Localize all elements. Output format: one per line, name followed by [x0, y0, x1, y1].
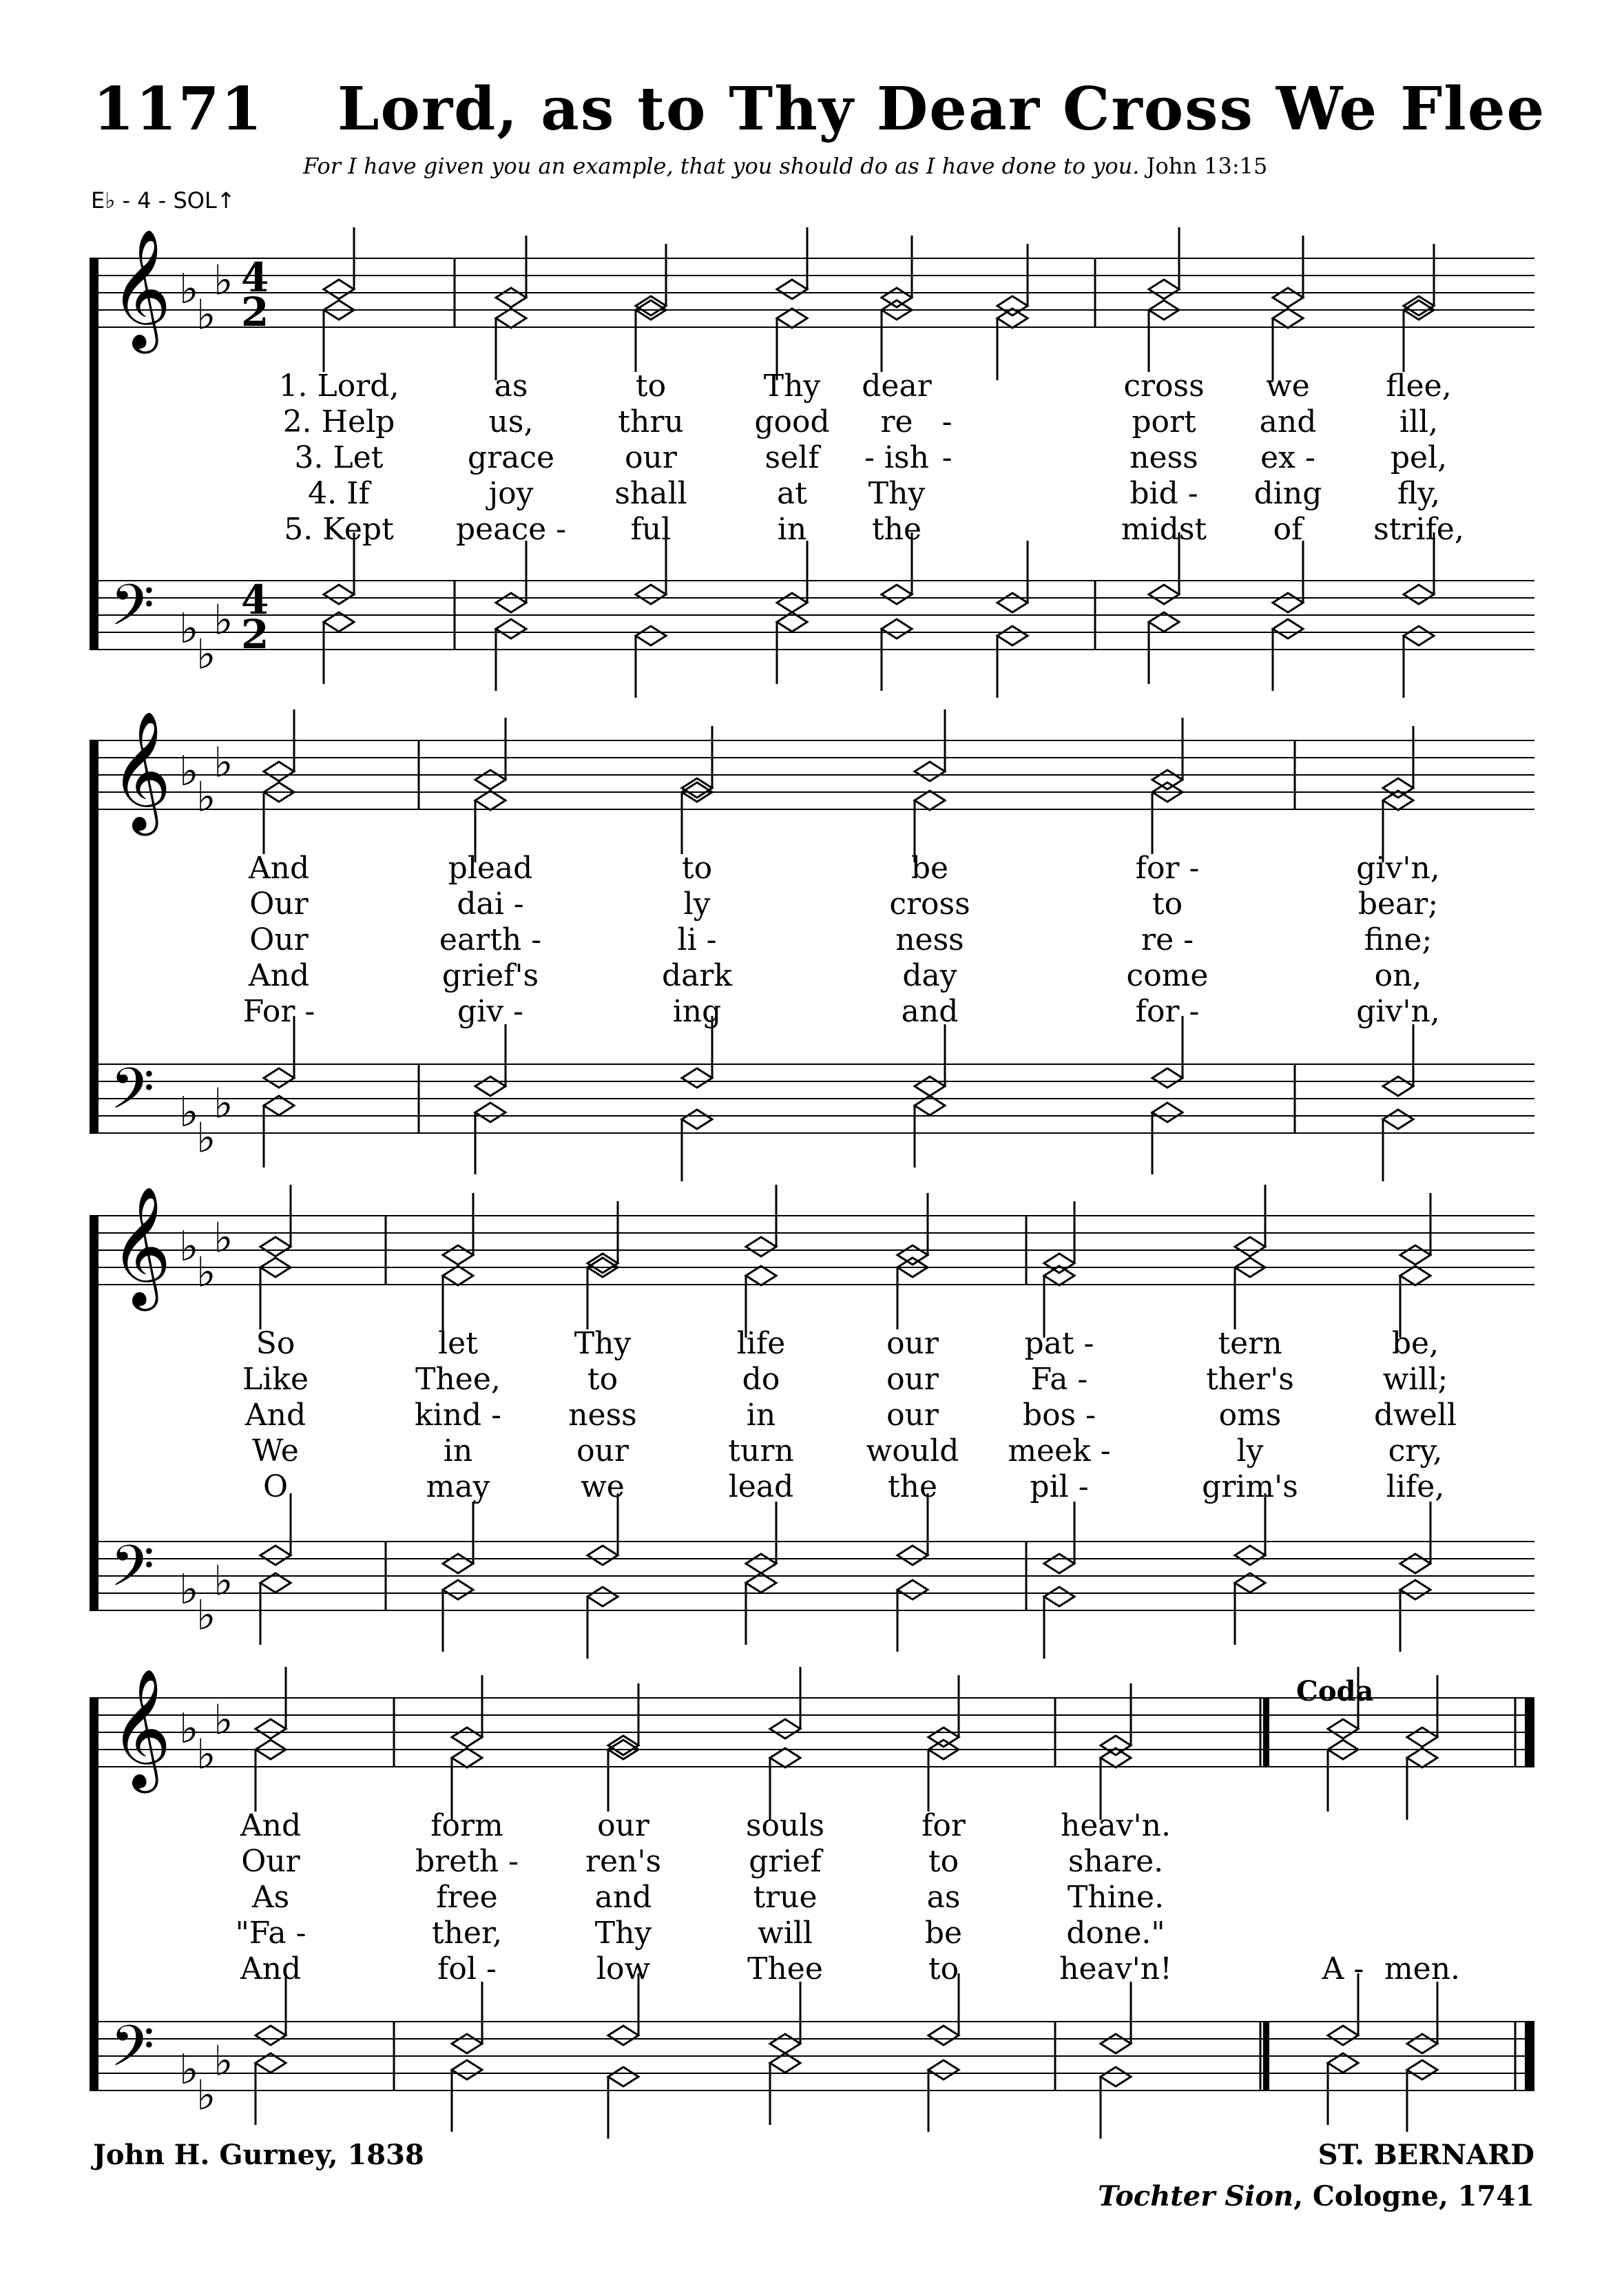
lyric-syllable: as — [494, 369, 528, 404]
treble-clef-icon: 𝄞 — [110, 1186, 171, 1306]
lyric-syllable: will; — [1382, 1362, 1448, 1397]
note-head — [452, 1727, 482, 1747]
treble-clef-icon: 𝄞 — [110, 1668, 171, 1788]
lyric-syllable: giv - — [457, 994, 523, 1029]
flat-icon: ♭ — [196, 291, 216, 340]
flat-icon: ♭ — [196, 1114, 216, 1163]
lyric-syllable: peace - — [456, 512, 566, 547]
lyric-syllable: the — [887, 1469, 938, 1504]
flat-icon: ♭ — [214, 596, 233, 645]
lyric-syllable: bos - — [1022, 1398, 1096, 1433]
note-head — [496, 309, 526, 328]
lyric-syllable: flee, — [1386, 369, 1452, 404]
lyric-syllable: li - — [677, 922, 717, 957]
lyric-syllable: ly — [1236, 1433, 1264, 1469]
note-head — [1149, 585, 1179, 604]
note-head — [897, 1245, 928, 1265]
note-head — [1149, 280, 1179, 299]
lyric-syllable: our — [886, 1362, 939, 1397]
lyric-syllable: A - — [1322, 1951, 1364, 1986]
key-signature-info: E♭ - 4 - SOL↑ — [91, 187, 236, 214]
lyric-syllable: fly, — [1397, 476, 1441, 511]
note-head — [746, 1237, 776, 1256]
system-bracket — [90, 258, 98, 650]
lyric-syllable: Thee, — [415, 1362, 501, 1397]
note-head — [897, 1580, 928, 1599]
note-head — [1101, 1748, 1131, 1767]
double-barline — [1263, 2022, 1269, 2090]
lyric-syllable: ther's — [1206, 1362, 1294, 1397]
lyric-syllable: grace — [467, 440, 555, 475]
lyrics — [236, 369, 1464, 1986]
lyric-syllable: at — [777, 476, 807, 511]
lyric-syllable: ill, — [1399, 404, 1439, 439]
note-head — [746, 1266, 776, 1285]
system-bracket — [90, 740, 98, 1133]
lyric-syllable: be — [924, 1916, 963, 1951]
lyric-syllable: for — [922, 1808, 966, 1843]
note-head — [997, 626, 1028, 645]
note-head — [1328, 2026, 1358, 2045]
note-head — [496, 593, 526, 612]
note-head — [1400, 1266, 1430, 1285]
lyric-syllable: let — [438, 1326, 478, 1361]
note-head — [746, 1554, 776, 1573]
note-head — [1235, 1546, 1265, 1565]
lyric-syllable: heav'n. — [1061, 1808, 1171, 1843]
lyric-syllable: may — [426, 1469, 490, 1504]
hymn-title: Lord, as to Thy Dear Cross We Flee — [337, 74, 1546, 144]
lyric-syllable: Thy — [868, 476, 926, 511]
lyric-syllable: Thy — [594, 1916, 652, 1951]
lyric-syllable: we — [581, 1469, 625, 1504]
flat-icon: ♭ — [179, 1223, 199, 1271]
author-credit: John H. Gurney, 1838 — [93, 2139, 424, 2171]
lyric-syllable: grief — [749, 1844, 822, 1879]
lyric-syllable: ex - — [1260, 440, 1315, 475]
time-signature: 4 — [241, 254, 269, 301]
note-head — [443, 1580, 473, 1599]
system-bracket — [90, 1698, 98, 2090]
scripture-quote: For I have given you an example, that you should do as I have done to you. — [303, 153, 1140, 179]
note-head — [1328, 1719, 1358, 1739]
lyric-syllable: kind - — [414, 1398, 502, 1433]
flat-icon: ♭ — [214, 1557, 233, 1606]
note-head — [475, 770, 506, 789]
flat-icon: ♭ — [179, 747, 199, 796]
time-signature: 2 — [241, 289, 269, 335]
note-head — [1273, 309, 1303, 328]
note-head — [1404, 626, 1434, 645]
bass-clef-icon: 𝄢 — [110, 572, 155, 652]
note-head — [1152, 1103, 1183, 1122]
lyric-syllable: Like — [242, 1362, 309, 1397]
lyric-syllable: bid - — [1129, 476, 1198, 511]
note-head — [997, 593, 1028, 612]
note-head — [475, 1103, 506, 1122]
note-head — [496, 619, 526, 639]
note-head — [636, 585, 666, 604]
lyric-syllable: joy — [488, 476, 534, 511]
lyric-syllable: lead — [728, 1469, 794, 1504]
lyric-syllable: to — [928, 1844, 959, 1879]
lyric-syllable: form — [430, 1808, 503, 1843]
time-signature: 4 — [241, 577, 269, 623]
lyric-syllable: bear; — [1357, 886, 1439, 922]
lyric-syllable: share. — [1068, 1844, 1164, 1879]
lyric-syllable: giv'n, — [1356, 994, 1440, 1029]
note-head — [324, 280, 354, 299]
note-head — [997, 309, 1028, 328]
note-head — [915, 791, 945, 810]
lyric-syllable: to — [1152, 886, 1183, 922]
lyric-syllable: on, — [1374, 958, 1422, 993]
note-head — [1152, 1068, 1183, 1088]
lyric-syllable: grief's — [441, 958, 539, 993]
lyric-syllable: in — [443, 1433, 473, 1469]
note-head — [443, 1266, 473, 1285]
note-head — [1407, 1748, 1437, 1767]
lyric-syllable: And — [240, 1808, 302, 1843]
note-head — [475, 791, 506, 810]
flat-icon: ♭ — [214, 2037, 233, 2086]
lyric-syllable: life — [736, 1326, 786, 1361]
note-head — [443, 1554, 473, 1573]
lyric-syllable: low — [596, 1951, 651, 1986]
lyric-syllable: dear — [862, 369, 932, 404]
flat-icon: ♭ — [196, 1730, 216, 1779]
lyric-syllable: our — [886, 1326, 939, 1361]
lyric-syllable: in — [777, 512, 807, 547]
lyric-syllable: O — [262, 1469, 289, 1504]
flat-icon: ♭ — [214, 1079, 233, 1128]
lyric-syllable: our — [576, 1433, 629, 1469]
note-head — [770, 1748, 800, 1767]
tune-source — [1098, 2180, 1534, 2212]
lyric-syllable: fine; — [1364, 922, 1433, 957]
note-head — [324, 585, 354, 604]
note-head — [1407, 2060, 1437, 2079]
lyric-syllable: of — [1273, 512, 1303, 547]
bass-clef-icon: 𝄢 — [110, 1533, 155, 1613]
note-head — [1044, 1266, 1074, 1285]
lyric-syllable: 1. Lord, — [278, 369, 399, 404]
note-head — [1383, 791, 1413, 810]
tune-source-detail: , Cologne, 1741 — [1293, 2180, 1534, 2212]
lyric-syllable: life, — [1386, 1469, 1445, 1504]
lyric-syllable: port — [1132, 404, 1196, 439]
lyric-syllable: - — [941, 404, 952, 439]
note-head — [443, 1245, 473, 1265]
note-head — [915, 1077, 945, 1096]
note-head — [882, 288, 912, 307]
lyric-syllable: ness — [895, 922, 964, 957]
lyric-syllable: thru — [618, 404, 684, 439]
lyric-syllable: for - — [1135, 851, 1200, 886]
note-head — [882, 619, 912, 639]
lyric-syllable: ness — [1129, 440, 1198, 475]
lyric-syllable: ther, — [431, 1916, 503, 1951]
note-head — [608, 2026, 638, 2045]
lyric-syllable: As — [251, 1880, 290, 1915]
note-head — [1101, 2034, 1131, 2053]
lyric-syllable: turn — [728, 1433, 794, 1469]
lyric-syllable: cross — [1123, 369, 1205, 404]
lyric-syllable: For - — [242, 994, 315, 1029]
note-head — [928, 1727, 959, 1747]
lyric-syllable: to — [587, 1362, 618, 1397]
lyric-syllable: the — [871, 512, 922, 547]
lyric-syllable: our — [597, 1808, 649, 1843]
lyric-syllable: for - — [1135, 994, 1200, 1029]
note-head — [682, 1110, 712, 1129]
flat-icon: ♭ — [179, 2046, 199, 2094]
note-head — [475, 1077, 506, 1096]
system-bracket — [90, 1216, 98, 1610]
final-barline-thick — [1525, 1698, 1534, 1767]
flat-icon: ♭ — [214, 1696, 233, 1745]
lyric-syllable: Our — [241, 1844, 300, 1879]
lyric-syllable: dai - — [457, 886, 524, 922]
lyric-syllable: Thine. — [1067, 1880, 1165, 1915]
note-head — [264, 762, 294, 781]
lyric-syllable: in — [746, 1398, 776, 1433]
lyric-syllable: do — [742, 1362, 780, 1397]
lyric-syllable: be, — [1391, 1326, 1439, 1361]
lyric-syllable: "Fa - — [235, 1916, 306, 1951]
note-head — [1407, 1727, 1437, 1747]
flat-icon: ♭ — [214, 1214, 233, 1263]
note-head — [1152, 770, 1183, 789]
lyric-syllable: ing — [672, 994, 722, 1029]
final-barline-thick — [1525, 2022, 1534, 2090]
lyric-syllable: pel, — [1390, 440, 1448, 475]
bass-clef-icon: 𝄢 — [110, 2013, 155, 2093]
note-head — [1400, 1580, 1430, 1599]
lyric-syllable: ly — [683, 886, 711, 922]
lyric-syllable: 3. Let — [294, 440, 384, 475]
lyric-syllable: Thee — [747, 1951, 823, 1986]
flat-icon: ♭ — [196, 2071, 216, 2120]
lyric-syllable: Thy — [574, 1326, 632, 1361]
flat-icon: ♭ — [196, 1248, 216, 1297]
lyric-syllable: 2. Help — [282, 404, 395, 439]
note-head — [608, 2067, 638, 2086]
treble-clef-icon: 𝄞 — [110, 229, 171, 349]
lyric-syllable: day — [902, 958, 957, 993]
lyric-syllable: And — [248, 851, 310, 886]
lyric-syllable: our — [886, 1398, 939, 1433]
lyric-syllable: and — [1259, 404, 1317, 439]
coda-label: Coda — [1296, 1675, 1374, 1708]
note-head — [452, 2060, 482, 2079]
lyric-syllable: and — [594, 1880, 652, 1915]
note-head — [264, 1068, 294, 1088]
lyric-syllable: come — [1126, 958, 1209, 993]
lyric-syllable: ding — [1253, 476, 1322, 511]
lyric-syllable: tern — [1218, 1326, 1282, 1361]
note-head — [587, 1587, 618, 1606]
note-head — [1400, 1245, 1430, 1265]
treble-clef-icon: 𝄞 — [110, 711, 171, 831]
lyric-syllable: ness — [568, 1398, 637, 1433]
lyric-syllable: us, — [488, 404, 534, 439]
lyric-syllable: shall — [614, 476, 687, 511]
note-head — [1044, 1587, 1074, 1606]
lyric-syllable: meek - — [1008, 1433, 1111, 1469]
lyric-syllable: grim's — [1202, 1469, 1298, 1504]
lyric-syllable: Our — [249, 886, 309, 922]
lyric-syllable: re - — [1141, 922, 1194, 957]
note-head — [897, 1546, 928, 1565]
lyric-syllable: dark — [661, 958, 733, 993]
lyric-syllable: midst — [1121, 512, 1207, 547]
note-head — [1101, 2067, 1131, 2086]
note-head — [260, 1546, 291, 1565]
lyric-syllable: 5. Kept — [284, 512, 394, 547]
flat-icon: ♭ — [179, 265, 199, 313]
lyric-syllable: We — [252, 1433, 299, 1469]
note-head — [1044, 1254, 1074, 1273]
lyric-syllable: we — [1266, 369, 1310, 404]
tune-source-title: Tochter Sion — [1098, 2180, 1294, 2212]
note-head — [256, 2026, 286, 2045]
lyric-syllable: Fa - — [1030, 1362, 1088, 1397]
lyric-syllable: our — [625, 440, 677, 475]
note-head — [1044, 1554, 1074, 1573]
lyric-syllable: And — [248, 958, 310, 993]
note-head — [997, 296, 1028, 315]
lyric-syllable: true — [753, 1880, 818, 1915]
note-head — [1383, 1077, 1413, 1096]
note-head — [682, 1068, 712, 1088]
lyric-syllable: and — [901, 994, 959, 1029]
lyric-syllable: - ish — [864, 440, 929, 475]
note-head — [777, 593, 807, 612]
double-barline — [1263, 1698, 1269, 1767]
lyric-syllable: free — [436, 1880, 498, 1915]
note-head — [1400, 1554, 1430, 1573]
flat-icon: ♭ — [214, 738, 233, 787]
lyric-syllable: dwell — [1373, 1398, 1457, 1433]
note-head — [636, 626, 666, 645]
lyric-syllable: fol - — [437, 1951, 497, 1986]
tune-name: ST. BERNARD — [1318, 2139, 1534, 2171]
time-signature: 2 — [241, 611, 269, 658]
lyric-syllable: giv'n, — [1356, 851, 1440, 886]
flat-icon: ♭ — [196, 773, 216, 822]
lyric-syllable: plead — [448, 851, 533, 886]
lyric-syllable: oms — [1218, 1398, 1282, 1433]
lyric-syllable: good — [754, 404, 830, 439]
lyric-syllable: be — [910, 851, 949, 886]
note-head — [496, 288, 526, 307]
hymn-number: 1171 — [93, 74, 264, 144]
note-head — [1273, 593, 1303, 612]
note-head — [928, 2026, 959, 2045]
note-head — [1273, 288, 1303, 307]
lyric-syllable: strife, — [1373, 512, 1464, 547]
note-head — [928, 2060, 959, 2079]
note-head — [770, 2034, 800, 2053]
lyric-syllable: earth - — [439, 922, 542, 957]
lyric-syllable: breth - — [415, 1844, 519, 1879]
note-head — [882, 585, 912, 604]
lyric-syllable: So — [256, 1326, 295, 1361]
note-head — [1235, 1237, 1265, 1256]
note-head — [587, 1546, 618, 1565]
lyric-syllable: re — [880, 404, 913, 439]
scripture-reference: John 13:15 — [1146, 153, 1268, 179]
note-head — [770, 1719, 800, 1739]
lyric-syllable: ren's — [585, 1844, 662, 1879]
lyric-syllable: as — [926, 1880, 961, 1915]
lyric-syllable: to — [928, 1951, 959, 1986]
lyric-syllable: pil - — [1030, 1469, 1089, 1504]
note-head — [1273, 619, 1303, 639]
note-head — [260, 1237, 291, 1256]
flat-icon: ♭ — [179, 1566, 199, 1614]
lyric-syllable: men. — [1384, 1951, 1461, 1986]
flat-icon: ♭ — [196, 630, 216, 679]
note-head — [452, 1748, 482, 1767]
note-head — [1383, 778, 1413, 798]
bass-clef-icon: 𝄢 — [110, 1055, 155, 1136]
note-head — [777, 280, 807, 299]
lyric-syllable: to — [635, 369, 667, 404]
lyric-syllable: to — [681, 851, 713, 886]
flat-icon: ♭ — [179, 1705, 199, 1753]
note-head — [915, 762, 945, 781]
lyric-syllable: Thy — [763, 369, 821, 404]
lyric-syllable: - — [941, 440, 952, 475]
lyric-syllable: self — [764, 440, 820, 475]
note-head — [1101, 1736, 1131, 1755]
note-head — [452, 2034, 482, 2053]
lyric-syllable: 4. If — [308, 476, 370, 511]
note-head — [1404, 585, 1434, 604]
note-head — [1383, 1110, 1413, 1129]
note-head — [1407, 2034, 1437, 2053]
lyric-syllable: done." — [1066, 1916, 1165, 1951]
lyric-syllable: Our — [249, 922, 309, 957]
flat-icon: ♭ — [179, 1088, 199, 1137]
lyric-syllable: souls — [745, 1808, 825, 1843]
lyric-syllable: And — [240, 1951, 302, 1986]
flat-icon: ♭ — [179, 605, 199, 653]
note-head — [777, 309, 807, 328]
lyric-syllable: would — [866, 1433, 959, 1469]
lyric-syllable: And — [244, 1398, 306, 1433]
lyric-syllable: ful — [630, 512, 672, 547]
lyric-syllable: heav'n! — [1059, 1951, 1172, 1986]
lyric-syllable: cry, — [1388, 1433, 1443, 1469]
flat-icon: ♭ — [214, 256, 233, 305]
lyric-syllable: will — [758, 1916, 813, 1951]
lyric-syllable: cross — [889, 886, 970, 922]
lyric-syllable: pat - — [1024, 1326, 1094, 1361]
note-head — [256, 1719, 286, 1739]
flat-icon: ♭ — [196, 1591, 216, 1640]
